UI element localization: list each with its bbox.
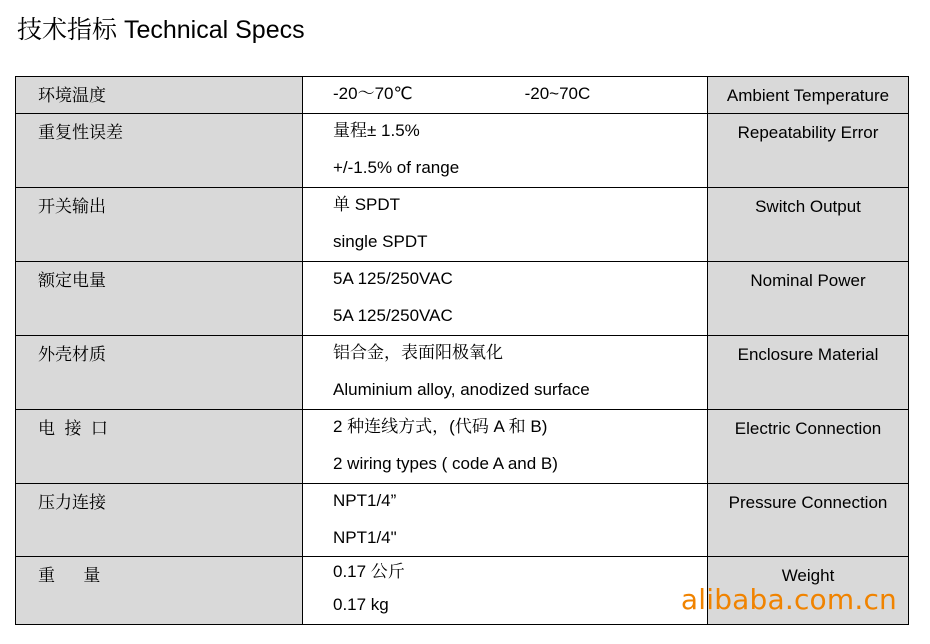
- watermark-logo: [681, 583, 897, 616]
- row-label-cn: [16, 336, 303, 410]
- value-line: [303, 75, 707, 112]
- label-en-text: Nominal Power: [750, 271, 866, 290]
- row-label-cn: [16, 114, 303, 188]
- row-value: [303, 410, 708, 484]
- value-line-1: 量程± 1.5%: [333, 121, 420, 140]
- label-en-text: Enclosure Material: [737, 345, 879, 364]
- row-value: [303, 262, 708, 336]
- label-cn-text: 重复性误差: [38, 123, 123, 142]
- row-value: [303, 114, 708, 188]
- row-label-cn: [16, 410, 303, 484]
- label-en-text: Repeatability Error: [737, 123, 879, 142]
- value-line-2: 2 wiring types ( code A and B): [333, 454, 558, 473]
- label-en-text: Pressure Connection: [728, 493, 888, 512]
- row-label-en: [708, 114, 909, 188]
- row-value: [303, 336, 708, 410]
- row-value: [303, 188, 708, 262]
- label-cn-text: 电 接 口: [38, 419, 108, 438]
- spec-table: [15, 76, 909, 625]
- label-cn-text: 外壳材质: [38, 345, 106, 364]
- row-label-cn: [16, 188, 303, 262]
- label-cn-text: 开关输出: [38, 197, 106, 216]
- row-label-cn: [16, 557, 303, 625]
- value-line-1: 2 种连线方式，(代码 A 和 B): [333, 417, 548, 436]
- value-line-1: 单 SPDT: [333, 195, 401, 214]
- label-en-text: Weight: [781, 566, 835, 585]
- row-label-en: [708, 410, 909, 484]
- table-row-repeatability-error: [16, 114, 909, 188]
- row-label-en: [708, 262, 909, 336]
- label-en-text: Electric Connection: [734, 419, 882, 438]
- value-line-1: 铝合金，表面阳极氧化: [333, 343, 503, 362]
- row-label-en: [708, 77, 909, 114]
- row-label-cn: [16, 77, 303, 114]
- row-label-en: [708, 336, 909, 410]
- row-label-cn: [16, 484, 303, 557]
- row-label-en: [708, 484, 909, 557]
- table-row-ambient-temperature: [16, 77, 909, 114]
- value-line-1: NPT1/4”: [333, 491, 397, 510]
- page-title: 技术指标 Technical Specs: [17, 16, 305, 44]
- label-en-text: Ambient Temperature: [726, 86, 890, 105]
- label-en-text: Switch Output: [755, 197, 861, 216]
- watermark-text: alibaba.com.cn: [680, 583, 897, 616]
- row-value: [303, 484, 708, 557]
- label-cn-text: 重 量: [38, 566, 101, 585]
- row-label-en: [708, 188, 909, 262]
- row-value: [303, 77, 708, 114]
- value-text-en: -20~70C: [524, 84, 591, 103]
- table-row-electric-connection: [16, 410, 909, 484]
- label-cn-text: 环境温度: [38, 86, 106, 105]
- value-line-1: 5A 125/250VAC: [333, 269, 453, 288]
- label-cn-text: 压力连接: [38, 493, 106, 512]
- value-line-2: single SPDT: [333, 232, 428, 251]
- value-line-2: +/-1.5% of range: [333, 158, 460, 177]
- value-line-2: 5A 125/250VAC: [333, 306, 453, 325]
- value-line-2: 0.17 kg: [333, 595, 389, 614]
- value-line-1: 0.17 公斤: [333, 562, 405, 581]
- table-row-pressure-connection: [16, 484, 909, 557]
- row-label-cn: [16, 262, 303, 336]
- table-row-nominal-power: [16, 262, 909, 336]
- value-line-2: Aluminium alloy, anodized surface: [333, 380, 590, 399]
- row-value: [303, 557, 708, 625]
- value-line-2: NPT1/4": [333, 528, 397, 547]
- table-row-switch-output: [16, 188, 909, 262]
- value-text-cn: -20～70℃: [333, 84, 413, 103]
- label-cn-text: 额定电量: [38, 271, 106, 290]
- table-row-enclosure-material: [16, 336, 909, 410]
